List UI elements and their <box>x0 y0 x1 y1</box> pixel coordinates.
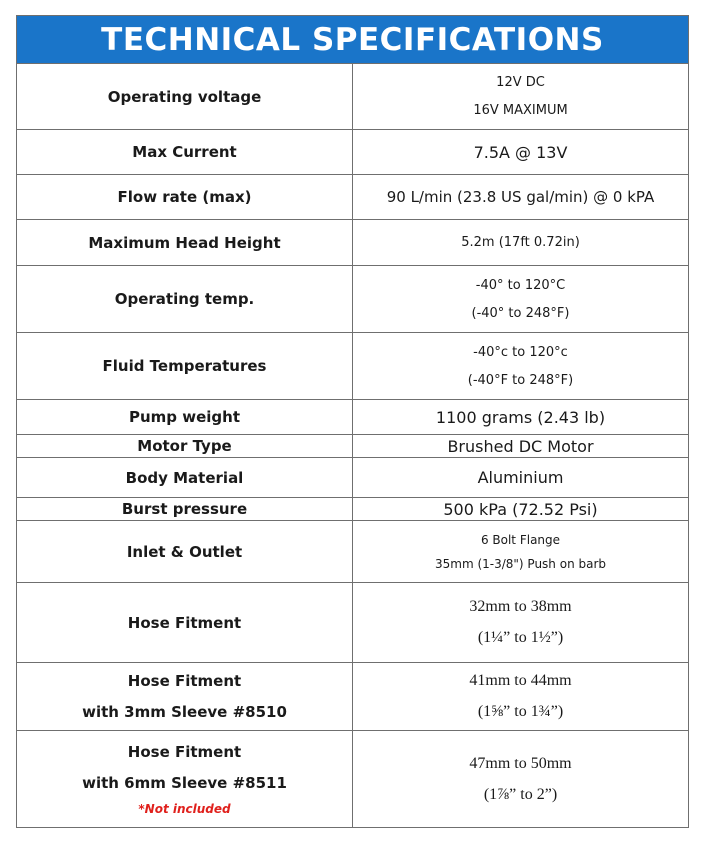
spec-label <box>17 333 353 400</box>
spec-label <box>17 400 353 435</box>
table-row <box>17 175 689 220</box>
spec-label <box>17 521 353 583</box>
value-text: 47mm to 50mm <box>469 754 572 772</box>
table-row <box>17 731 689 828</box>
spec-label <box>17 130 353 175</box>
value-text: 32mm to 38mm <box>469 598 572 615</box>
value-text: (1¼” to 1½”) <box>477 629 564 646</box>
label-text: Hose Fitment <box>127 742 242 761</box>
label-text: Hose Fitment <box>127 613 242 632</box>
value-text: 6 Bolt Flange <box>480 532 561 547</box>
value-text: 90 L/min (23.8 US gal/min) @ 0 kPA <box>386 188 655 206</box>
value-text: Brushed DC Motor <box>447 436 594 456</box>
spec-label <box>17 498 353 521</box>
value-text: 5.2m (17ft 0.72in) <box>461 235 580 250</box>
label-text: Operating voltage <box>107 87 262 106</box>
table-row <box>17 266 689 333</box>
value-text: (1⅝” to 1¾”) <box>477 703 564 720</box>
value-text: -40° to 120°C <box>475 277 566 293</box>
spec-value <box>353 175 689 220</box>
spec-value <box>353 583 689 663</box>
value-text: Aluminium <box>477 468 564 487</box>
value-text: 35mm (1-3/8") Push on barb <box>434 556 607 571</box>
value-text: 500 kPa (72.52 Psi) <box>443 499 598 519</box>
table-row <box>17 583 689 663</box>
spec-value <box>353 220 689 266</box>
table-row <box>17 458 689 498</box>
spec-value <box>353 458 689 498</box>
spec-value <box>353 400 689 435</box>
label-text: Operating temp. <box>114 290 255 308</box>
spec-value <box>353 266 689 333</box>
label-text: Hose Fitment <box>127 672 242 690</box>
table-row <box>17 400 689 435</box>
label-text: Burst pressure <box>121 500 248 518</box>
spec-value <box>353 521 689 583</box>
table-row <box>17 435 689 458</box>
table-row <box>17 333 689 400</box>
value-text: (-40° to 248°F) <box>471 305 570 321</box>
label-text: Motor Type <box>137 437 232 455</box>
spec-value <box>353 435 689 458</box>
spec-table <box>16 15 689 828</box>
value-text: 1100 grams (2.43 lb) <box>435 407 606 427</box>
value-text: (-40°F to 248°F) <box>467 372 574 388</box>
label-text: Inlet & Outlet <box>126 542 243 561</box>
spec-label <box>17 458 353 498</box>
spec-label <box>17 583 353 663</box>
spec-label <box>17 435 353 458</box>
spec-value <box>353 64 689 130</box>
value-text: 12V DC <box>496 75 545 90</box>
value-text: (1⅞” to 2”) <box>483 785 558 803</box>
value-text: 16V MAXIMUM <box>473 103 568 118</box>
label-text: Flow rate (max) <box>117 188 252 206</box>
label-text: Max Current <box>132 143 237 161</box>
spec-label <box>17 220 353 266</box>
table-title: TECHNICAL SPECIFICATIONS <box>17 16 689 64</box>
label-text: Body Material <box>125 468 244 487</box>
spec-label <box>17 175 353 220</box>
table-row <box>17 663 689 731</box>
header-row <box>17 16 689 64</box>
table-row <box>17 220 689 266</box>
value-text: 41mm to 44mm <box>469 672 572 689</box>
label-text: Pump weight <box>128 408 241 426</box>
spec-label <box>17 731 353 828</box>
spec-value <box>353 333 689 400</box>
spec-label <box>17 663 353 731</box>
table-row <box>17 130 689 175</box>
spec-label <box>17 64 353 130</box>
label-text: Maximum Head Height <box>88 233 281 252</box>
spec-value <box>353 663 689 731</box>
spec-value <box>353 130 689 175</box>
spec-label <box>17 266 353 333</box>
table-row <box>17 64 689 130</box>
label-text: Fluid Temperatures <box>102 357 267 375</box>
table-row <box>17 521 689 583</box>
spec-value <box>353 498 689 521</box>
not-included-note: *Not included <box>138 801 231 816</box>
spec-value <box>353 731 689 828</box>
table-row <box>17 498 689 521</box>
label-text: with 6mm Sleeve #8511 <box>82 773 287 792</box>
value-text: -40°c to 120°c <box>473 344 568 360</box>
value-text: 7.5A @ 13V <box>473 142 568 162</box>
label-text: with 3mm Sleeve #8510 <box>82 703 287 721</box>
